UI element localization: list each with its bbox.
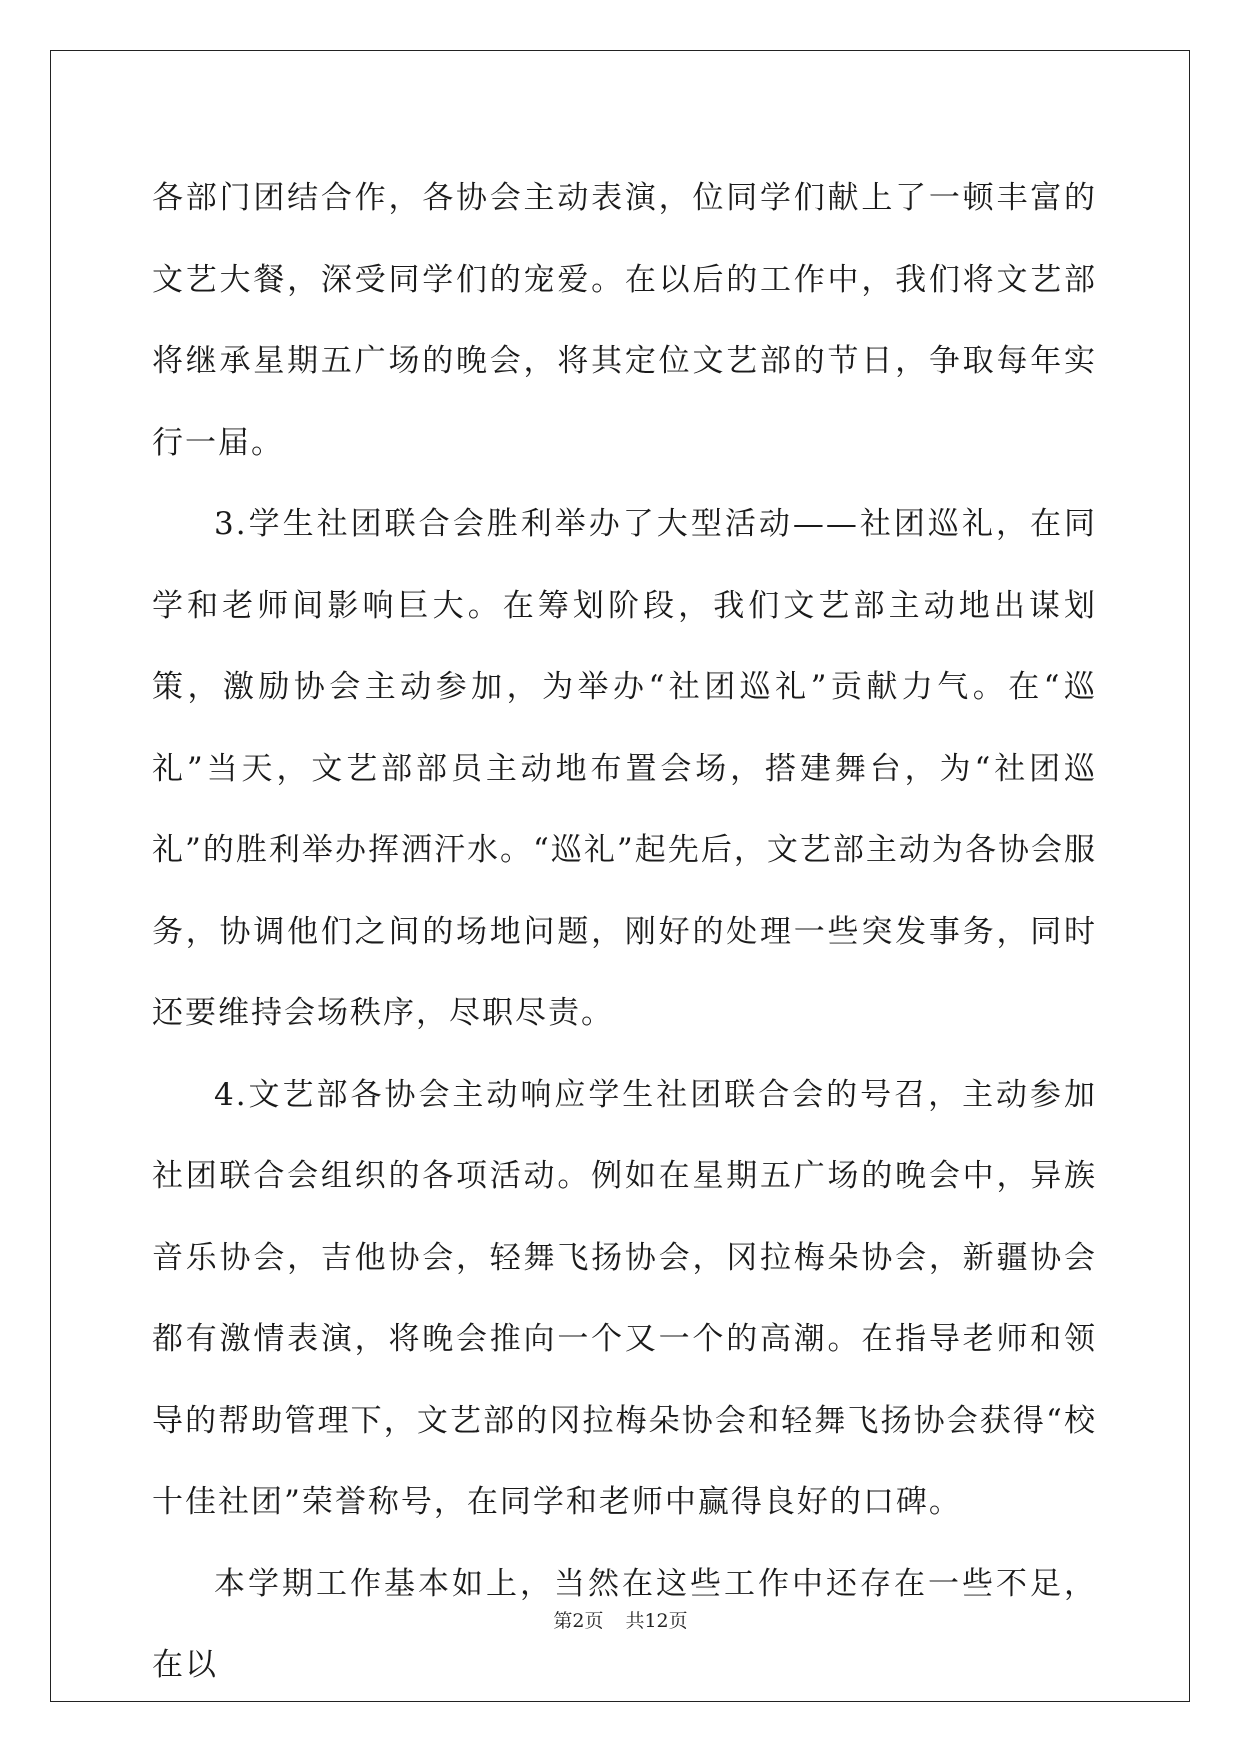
paragraph-4: 本学期工作基本如上，当然在这些工作中还存在一些不足，在以: [152, 1565, 1097, 1683]
paragraph-2: 3.学生社团联合会胜利举办了大型活动——社团巡礼，在同学和老师间影响巨大。在筹划阶段，我们文艺部主动地出谋划策，激励协会主动参加，为举办“社团巡礼”贡献力气。在“巡礼”当天，文艺部部员主动地布置会场，搭建舞台，为“社团巡礼”的胜利举办挥洒汗水。“巡礼”起先后，文艺部主动为各协会服务，协调他们之间的场地问题，刚好的处理一些突发事务，同时还要维持会场秩序，尽职尽责。: [152, 506, 1097, 1031]
paragraph-1: 各部门团结合作，各协会主动表演，位同学们献上了一顿丰富的文艺大餐，深受同学们的宠爱。在以后的工作中，我们将文艺部将继承星期五广场的晚会，将其定位文艺部的节日，争取每年实行一届。: [152, 180, 1097, 461]
paragraph-3: 4.文艺部各协会主动响应学生社团联合会的号召，主动参加社团联合会组织的各项活动。例如在星期五广场的晚会中，异族音乐协会，吉他协会，轻舞飞扬协会，冈拉梅朵协会，新疆协会都有激情表演，将晚会推向一个又一个的高潮。在指导老师和领导的帮助管理下，文艺部的冈拉梅朵协会和轻舞飞扬协会获得“校十佳社团”荣誉称号，在同学和老师中赢得良好的口碑。: [152, 1076, 1097, 1520]
current-page-label: 第2页: [553, 1610, 604, 1632]
page-footer: [0, 1606, 1241, 1633]
document-body: [152, 158, 1097, 1707]
total-pages-label: 共12页: [625, 1610, 688, 1632]
